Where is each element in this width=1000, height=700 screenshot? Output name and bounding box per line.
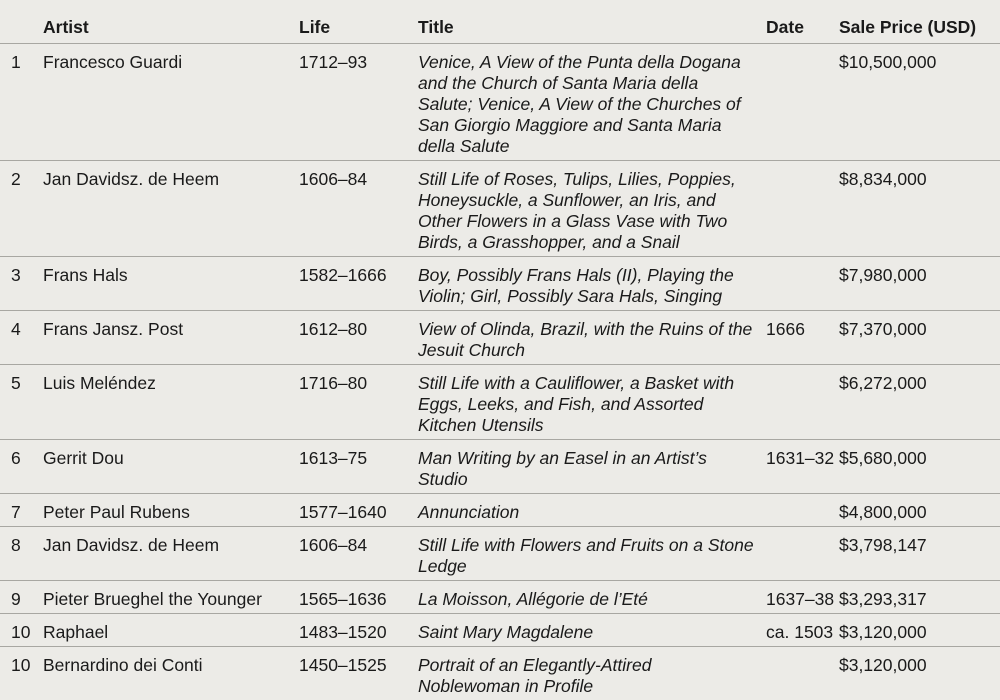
row-sale-price: $10,500,000: [839, 52, 937, 72]
row-artist: Raphael: [43, 622, 109, 642]
row-title: Saint Mary Magdalene: [418, 622, 594, 642]
row-life: 1582–1666: [299, 265, 387, 285]
table-row: [0, 647, 1000, 700]
row-sale-price: $3,293,317: [839, 589, 927, 609]
table-header-row: [0, 0, 1000, 44]
table-row: [0, 365, 1000, 440]
row-artist: Frans Jansz. Post: [43, 319, 184, 339]
header-title: Title: [418, 17, 454, 37]
row-title: La Moisson, Allégorie de l’Eté: [418, 589, 648, 609]
row-life: 1565–1636: [299, 589, 387, 609]
row-rank: 7: [11, 502, 21, 522]
row-date: 1631–32: [766, 448, 835, 468]
row-rank: 9: [11, 589, 21, 609]
row-title: Annunciation: [418, 502, 520, 522]
row-date: 1637–38: [766, 589, 835, 609]
row-rank: 10: [11, 655, 31, 675]
row-date: [757, 365, 839, 376]
row-artist: Gerrit Dou: [43, 448, 124, 468]
row-date: ca. 1503: [766, 622, 834, 642]
row-life: 1712–93: [299, 52, 368, 72]
row-title: Venice, A View of the Punta della Dogana and the Church of Santa Maria della Salute; Venice, A View of the Churches of San Giorgio Maggiore and Santa Maria della Salute: [418, 52, 741, 156]
row-sale-price: $5,680,000: [839, 448, 927, 468]
row-date: 1666: [766, 319, 805, 339]
table-row: [0, 161, 1000, 257]
header-life: Life: [299, 17, 331, 37]
row-rank: 3: [11, 265, 21, 285]
row-artist: Peter Paul Rubens: [43, 502, 190, 522]
table-body: [0, 44, 1000, 700]
row-artist: Bernardino dei Conti: [43, 655, 203, 675]
table-row: [0, 44, 1000, 161]
row-sale-price: $7,370,000: [839, 319, 927, 339]
row-sale-price: $3,120,000: [839, 655, 927, 675]
row-life: 1613–75: [299, 448, 368, 468]
row-sale-price: $8,834,000: [839, 169, 927, 189]
row-sale-price: $3,120,000: [839, 622, 927, 642]
table-row: [0, 581, 1000, 614]
row-life: 1450–1525: [299, 655, 387, 675]
row-artist: Francesco Guardi: [43, 52, 183, 72]
row-title: Still Life with Flowers and Fruits on a Stone Ledge: [418, 535, 754, 576]
row-artist: Frans Hals: [43, 265, 128, 285]
header-rank: [0, 0, 32, 22]
row-life: 1606–84: [299, 169, 368, 189]
row-life: 1716–80: [299, 373, 368, 393]
row-rank: 4: [11, 319, 21, 339]
row-artist: Jan Davidsz. de Heem: [43, 169, 220, 189]
row-title: Man Writing by an Easel in an Artist’s Studio: [418, 448, 707, 489]
table-row: [0, 527, 1000, 581]
row-sale-price: $4,800,000: [839, 502, 927, 522]
row-rank: 10: [11, 622, 31, 642]
row-title: Portrait of an Elegantly-Attired Noblewoman in Profile: [418, 655, 652, 696]
table-row: [0, 614, 1000, 647]
row-date: [757, 44, 839, 55]
row-life: 1577–1640: [299, 502, 387, 522]
header-date: Date: [766, 17, 804, 37]
table-row: [0, 494, 1000, 527]
row-date: [757, 527, 839, 538]
header-sale-price: Sale Price (USD): [839, 17, 977, 37]
row-life: 1612–80: [299, 319, 368, 339]
row-rank: 2: [11, 169, 21, 189]
row-sale-price: $6,272,000: [839, 373, 927, 393]
row-artist: Jan Davidsz. de Heem: [43, 535, 220, 555]
row-life: 1606–84: [299, 535, 368, 555]
table-row: [0, 311, 1000, 365]
row-artist: Luis Meléndez: [43, 373, 156, 393]
row-date: [757, 257, 839, 268]
row-rank: 5: [11, 373, 21, 393]
row-title: Boy, Possibly Frans Hals (II), Playing the Violin; Girl, Possibly Sara Hals, Singing: [418, 265, 734, 306]
row-sale-price: $7,980,000: [839, 265, 927, 285]
row-rank: 6: [11, 448, 21, 468]
row-date: [757, 494, 839, 505]
row-title: Still Life with a Cauliflower, a Basket with Eggs, Leeks, and Fish, and Assorted Kitchen Utensils: [418, 373, 735, 435]
row-date: [757, 647, 839, 658]
table-row: [0, 440, 1000, 494]
table-row: [0, 257, 1000, 311]
row-rank: 1: [11, 52, 21, 72]
row-rank: 8: [11, 535, 21, 555]
row-sale-price: $3,798,147: [839, 535, 927, 555]
header-artist: Artist: [43, 17, 89, 37]
row-date: [757, 161, 839, 172]
row-title: View of Olinda, Brazil, with the Ruins of the Jesuit Church: [418, 319, 753, 360]
row-artist: Pieter Brueghel the Younger: [43, 589, 262, 609]
row-title: Still Life of Roses, Tulips, Lilies, Poppies, Honeysuckle, a Sunflower, an Iris, and Other Flowers in a Glass Vase with Two Birds, a Grasshopper, and a Snail: [418, 169, 736, 252]
row-life: 1483–1520: [299, 622, 387, 642]
